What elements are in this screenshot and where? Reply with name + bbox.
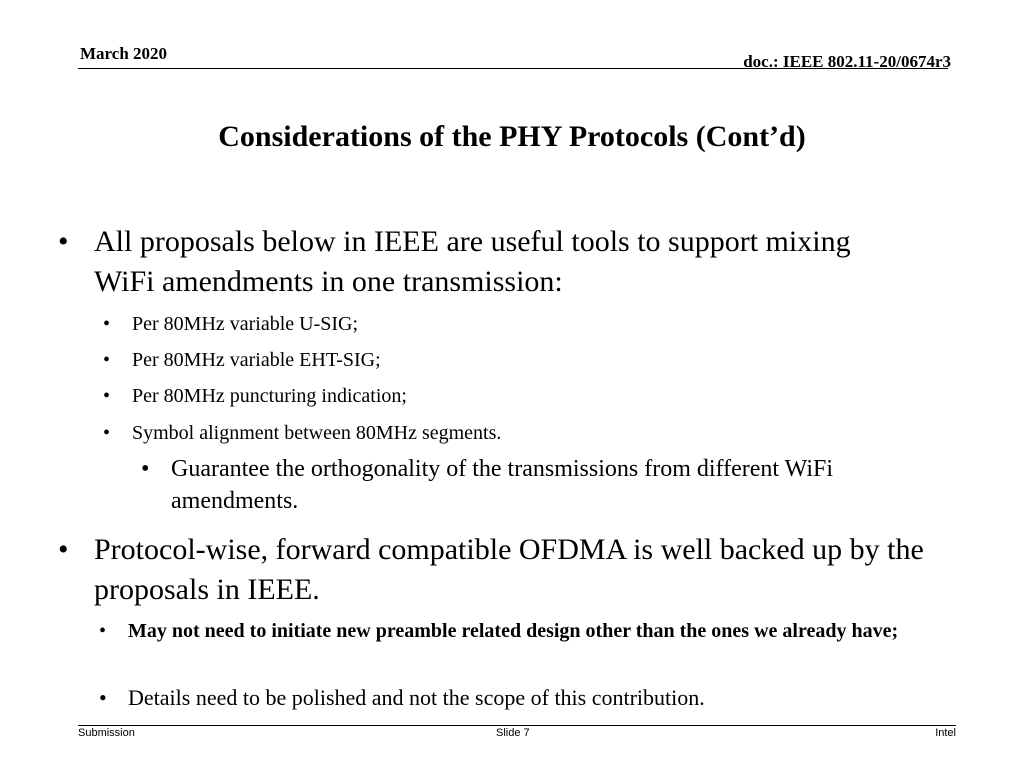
bullet-main-2 [58, 530, 964, 610]
bullet-marker: • [141, 456, 150, 482]
footer-company: Intel [935, 727, 956, 739]
footer-slide-number: Slide 7 [496, 727, 530, 739]
footer-submission: Submission [78, 727, 135, 739]
bullet-main-1 [58, 222, 894, 302]
footer-divider [78, 725, 956, 726]
header-divider [78, 68, 948, 69]
bullet-marker: • [103, 422, 111, 444]
header-date: March 2020 [80, 44, 168, 63]
bullet-marker: • [103, 349, 111, 371]
sub-bullet-u-sig [103, 311, 912, 337]
bullet-marker: • [103, 313, 111, 335]
bullet-text: May not need to initiate new preamble related design other than the ones we already have; [128, 620, 899, 642]
sub-bullet-eht-sig [103, 347, 912, 373]
bullet-text: Guarantee the orthogonality of the transmissions from different WiFi amendments. [171, 456, 834, 514]
bullet-text: Per 80MHz variable U-SIG; [132, 313, 359, 335]
sub-bullet-symbol-alignment [103, 420, 912, 446]
sub-bullet-details [99, 685, 928, 711]
sub-bullet-preamble [99, 618, 928, 644]
bullet-text: All proposals below in IEEE are useful tools to support mixing WiFi amendments in one transmission: [94, 225, 851, 298]
bullet-marker: • [58, 533, 69, 566]
slide-title: Considerations of the PHY Protocols (Cont’d) [218, 120, 806, 153]
bullet-text: Per 80MHz variable EHT-SIG; [132, 349, 381, 371]
header-doc-id: doc.: IEEE 802.11-20/0674r3 [743, 52, 951, 71]
bullet-text: Protocol-wise, forward compatible OFDMA is well backed up by the proposals in IEEE. [94, 533, 924, 606]
bullet-marker: • [103, 385, 111, 407]
bullet-text: Per 80MHz puncturing indication; [132, 385, 407, 407]
bullet-text: Details need to be polished and not the scope of this contribution. [128, 685, 705, 710]
bullet-marker: • [99, 620, 107, 642]
sub-bullet-puncturing [103, 383, 912, 409]
bullet-text: Symbol alignment between 80MHz segments. [132, 422, 502, 444]
bullet-marker: • [58, 225, 69, 258]
bullet-marker: • [99, 685, 107, 710]
sub-sub-bullet-orthogonality [141, 453, 906, 517]
